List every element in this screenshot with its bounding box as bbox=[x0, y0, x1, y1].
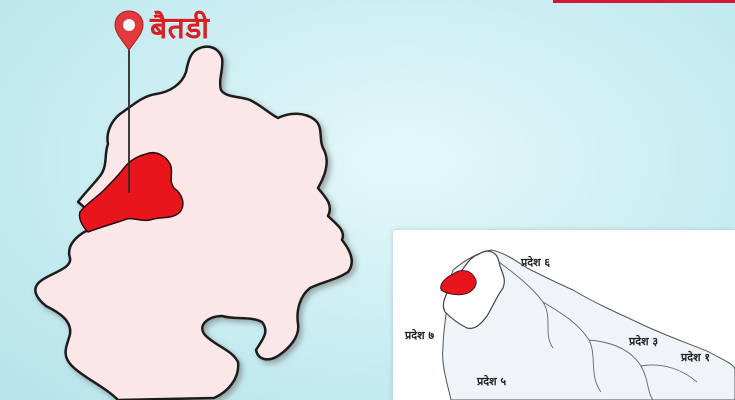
province-1-label: प्रदेश १ bbox=[681, 351, 711, 364]
province-6-label: प्रदेश ६ bbox=[521, 256, 551, 269]
inset-baitadi-highlight bbox=[441, 271, 477, 295]
district-name-label: बैतडी bbox=[150, 11, 210, 46]
nepal-inset-map bbox=[393, 230, 735, 400]
nepal-inset-svg bbox=[393, 230, 735, 400]
province-3-label: प्रदेश ३ bbox=[629, 335, 659, 348]
province-5-label: प्रदेश ५ bbox=[477, 375, 507, 388]
location-pin-icon bbox=[115, 11, 143, 50]
province-7-label: प्रदेश ७ bbox=[405, 329, 435, 342]
